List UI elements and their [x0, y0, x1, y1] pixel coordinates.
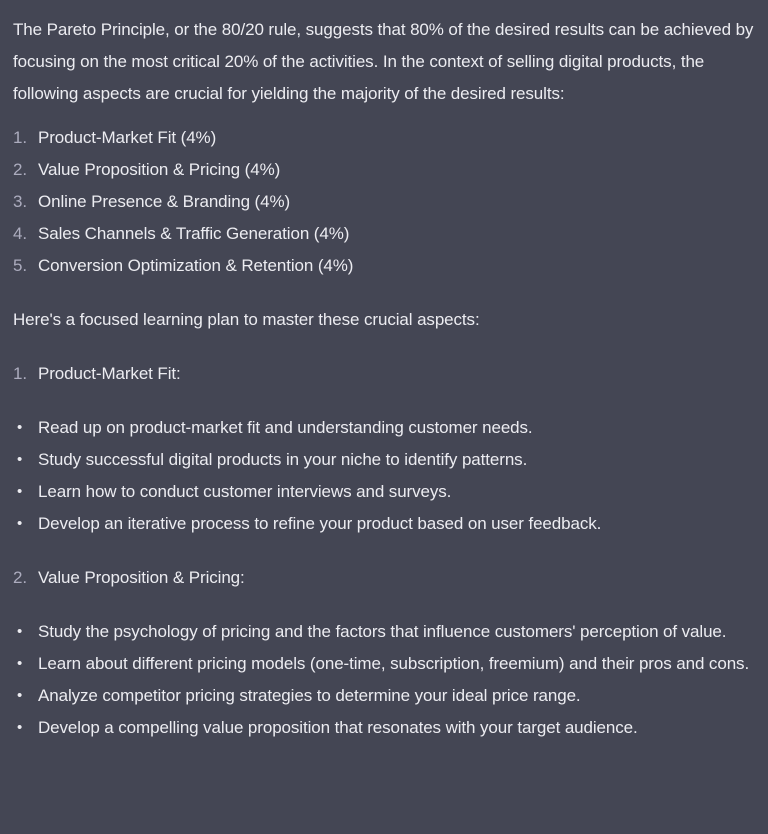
- aspect-item: [13, 186, 760, 218]
- section-heading: [13, 562, 760, 594]
- section-title: Value Proposition & Pricing:: [38, 568, 245, 587]
- list-number: 2.: [13, 160, 27, 179]
- list-number: 3.: [13, 192, 27, 211]
- section-heading: [13, 358, 760, 390]
- list-number: 4.: [13, 224, 27, 243]
- bullet-text: Read up on product-market fit and understanding customer needs.: [38, 418, 533, 437]
- bullet-text: Analyze competitor pricing strategies to determine your ideal price range.: [38, 686, 581, 705]
- aspect-item: [13, 218, 760, 250]
- bullet-text: Study the psychology of pricing and the factors that influence customers' perception of value.: [38, 622, 727, 641]
- bullet-item: [13, 444, 760, 476]
- aspect-text: Conversion Optimization & Retention (4%): [38, 256, 354, 275]
- aspect-item: [13, 154, 760, 186]
- aspects-list: [13, 122, 760, 282]
- bullet-item: [13, 648, 760, 680]
- bullet-item: [13, 712, 760, 744]
- bullet-icon: •: [17, 719, 23, 736]
- list-number: 1.: [13, 364, 27, 383]
- bullet-text: Develop a compelling value proposition that resonates with your target audience.: [38, 718, 638, 737]
- bullet-list: [13, 412, 760, 540]
- bullet-item: [13, 508, 760, 540]
- bullet-icon: •: [17, 515, 23, 532]
- bullet-icon: •: [17, 483, 23, 500]
- bullet-item: [13, 476, 760, 508]
- aspect-text: Product-Market Fit (4%): [38, 128, 217, 147]
- list-number: 1.: [13, 128, 27, 147]
- bullet-icon: •: [17, 623, 23, 640]
- aspect-text: Value Proposition & Pricing (4%): [38, 160, 281, 179]
- plan-intro-paragraph: Here's a focused learning plan to master these crucial aspects:: [13, 310, 480, 329]
- bullet-text: Study successful digital products in your niche to identify patterns.: [38, 450, 528, 469]
- bullet-list: [13, 616, 760, 744]
- bullet-item: [13, 616, 760, 648]
- bullet-text: Develop an iterative process to refine your product based on user feedback.: [38, 514, 602, 533]
- aspect-text: Online Presence & Branding (4%): [38, 192, 291, 211]
- aspect-item: [13, 122, 760, 154]
- bullet-icon: •: [17, 655, 23, 672]
- bullet-item: [13, 680, 760, 712]
- list-number: 2.: [13, 568, 27, 587]
- aspect-item: [13, 250, 760, 282]
- intro-paragraph: The Pareto Principle, or the 80/20 rule, suggests that 80% of the desired results can be achieved by focusing on the most critical 20% of the activities. In the context of selling digital products, the following aspects are crucial for yielding the majority of the desired results:: [13, 20, 754, 103]
- bullet-icon: •: [17, 451, 23, 468]
- bullet-text: Learn about different pricing models (one-time, subscription, freemium) and their pros and cons.: [38, 654, 750, 673]
- section-title: Product-Market Fit:: [38, 364, 181, 383]
- list-number: 5.: [13, 256, 27, 275]
- bullet-text: Learn how to conduct customer interviews and surveys.: [38, 482, 452, 501]
- bullet-icon: •: [17, 419, 23, 436]
- bullet-icon: •: [17, 687, 23, 704]
- bullet-item: [13, 412, 760, 444]
- aspect-text: Sales Channels & Traffic Generation (4%): [38, 224, 350, 243]
